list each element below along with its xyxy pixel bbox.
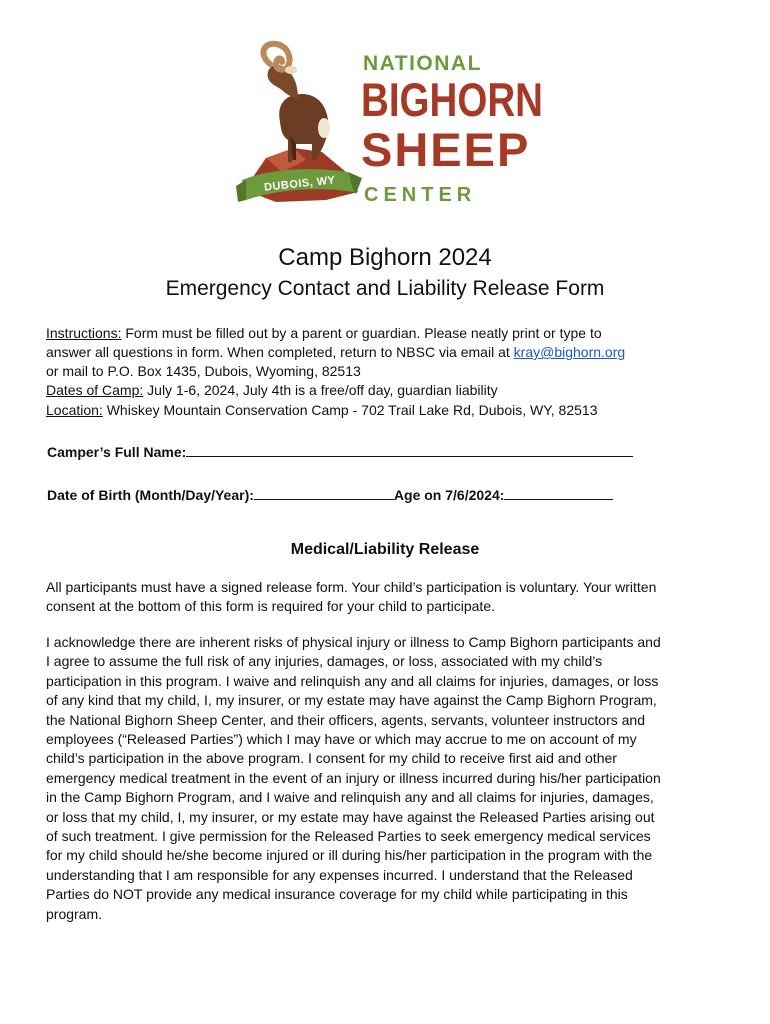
paragraph-line: participation in this program. I waive and relinquish any and all claims for injuries, damages, or loss [46, 672, 659, 689]
release-body-paragraph [46, 633, 726, 924]
paragraph-line: employees (“Released Parties”) which I may have or which may accrue to me on account of my [46, 731, 637, 748]
paragraph-line: the National Bighorn Sheep Center, and their officers, agents, servants, volunteer instructors and [46, 711, 645, 728]
instructions-text-2: answer all questions in form. When completed, return to NBSC via email at [46, 344, 514, 360]
paragraph-line: for my child should he/she become injured or ill during his/her participation in the program with the [46, 847, 653, 864]
paragraph-line: understanding that I am responsible for any expenses incurred. I understand that the Released [46, 866, 633, 883]
dob-age-field [47, 485, 613, 503]
dob-input-line[interactable] [254, 485, 394, 500]
location-label: Location: [46, 402, 103, 418]
dates-label: Dates of Camp: [46, 382, 144, 398]
paragraph-line: consent at the bottom of this form is required for your child to participate. [46, 598, 495, 615]
paragraph-line: emergency medical treatment in the event of an injury or illness incurred during his/her participation [46, 769, 661, 786]
logo-bighorn-text: BIGHORN [361, 73, 544, 126]
instructions-line-1 [46, 325, 602, 341]
instructions-line-2 [46, 344, 625, 360]
paragraph-line: All participants must have a signed release form. Your child’s participation is voluntary. Your written [46, 579, 657, 595]
camper-name-field [47, 442, 633, 460]
dob-label: Date of Birth (Month/Day/Year): [47, 487, 254, 503]
paragraph-line: of any kind that my child, I, my insurer, or my estate may have against the Camp Bighorn Program, [46, 692, 657, 709]
age-label: Age on 7/6/2024: [393, 487, 505, 503]
logo-national-text: NATIONAL [363, 52, 482, 75]
paragraph-line: child’s participation in the above program. I consent for my child to receive first aid and other [46, 750, 617, 767]
dates-value: July 1-6, 2024, July 4th is a free/off day, guardian liability [143, 382, 498, 398]
page-subtitle: Emergency Contact and Liability Release Form [165, 277, 605, 300]
age-input-line[interactable] [504, 485, 613, 500]
paragraph-line: I agree to assume the full risk of any injuries, damages, or loss, associated with my child’s [46, 653, 603, 670]
release-intro-paragraph [46, 578, 726, 617]
logo-sheep-text: SHEEP [361, 123, 531, 176]
camper-name-input-line[interactable] [186, 442, 633, 457]
paragraph-line: of such treatment. I give permission for the Released Parties to seek emergency medical services [46, 828, 651, 845]
camper-name-label: Camper’s Full Name: [47, 444, 187, 460]
instructions-label: Instructions: [46, 325, 122, 341]
paragraph-line: I acknowledge there are inherent risks of physical injury or illness to Camp Bighorn participants and [46, 634, 661, 650]
email-link[interactable]: kray@bighorn.org [513, 344, 626, 360]
paragraph-line: in the Camp Bighorn Program, and I waive and relinquish any and all claims for injuries, damages, [46, 789, 654, 806]
dates-line [46, 382, 498, 398]
instructions-line-3: or mail to P.O. Box 1435, Dubois, Wyoming, 82513 [46, 363, 361, 379]
paragraph-line: program. [46, 905, 103, 922]
logo-center-text: CENTER [364, 184, 477, 206]
section-heading: Medical/Liability Release [290, 541, 480, 558]
location-line [46, 402, 597, 418]
logo-location-text: DUBOIS, WY [263, 174, 337, 194]
page-title: Camp Bighorn 2024 [278, 244, 492, 271]
paragraph-line: or loss that my child, I, my insurer, or my estate may have against the Released Parties arising out [46, 808, 655, 825]
instructions-text-1: Form must be filled out by a parent or guardian. Please neatly print or type to [121, 325, 602, 341]
organization-logo [236, 40, 544, 212]
paragraph-line: Parties do NOT provide any medical insurance coverage for my child while participating in this [46, 886, 628, 903]
location-value: Whiskey Mountain Conservation Camp - 702 Trail Lake Rd, Dubois, WY, 82513 [102, 402, 598, 418]
